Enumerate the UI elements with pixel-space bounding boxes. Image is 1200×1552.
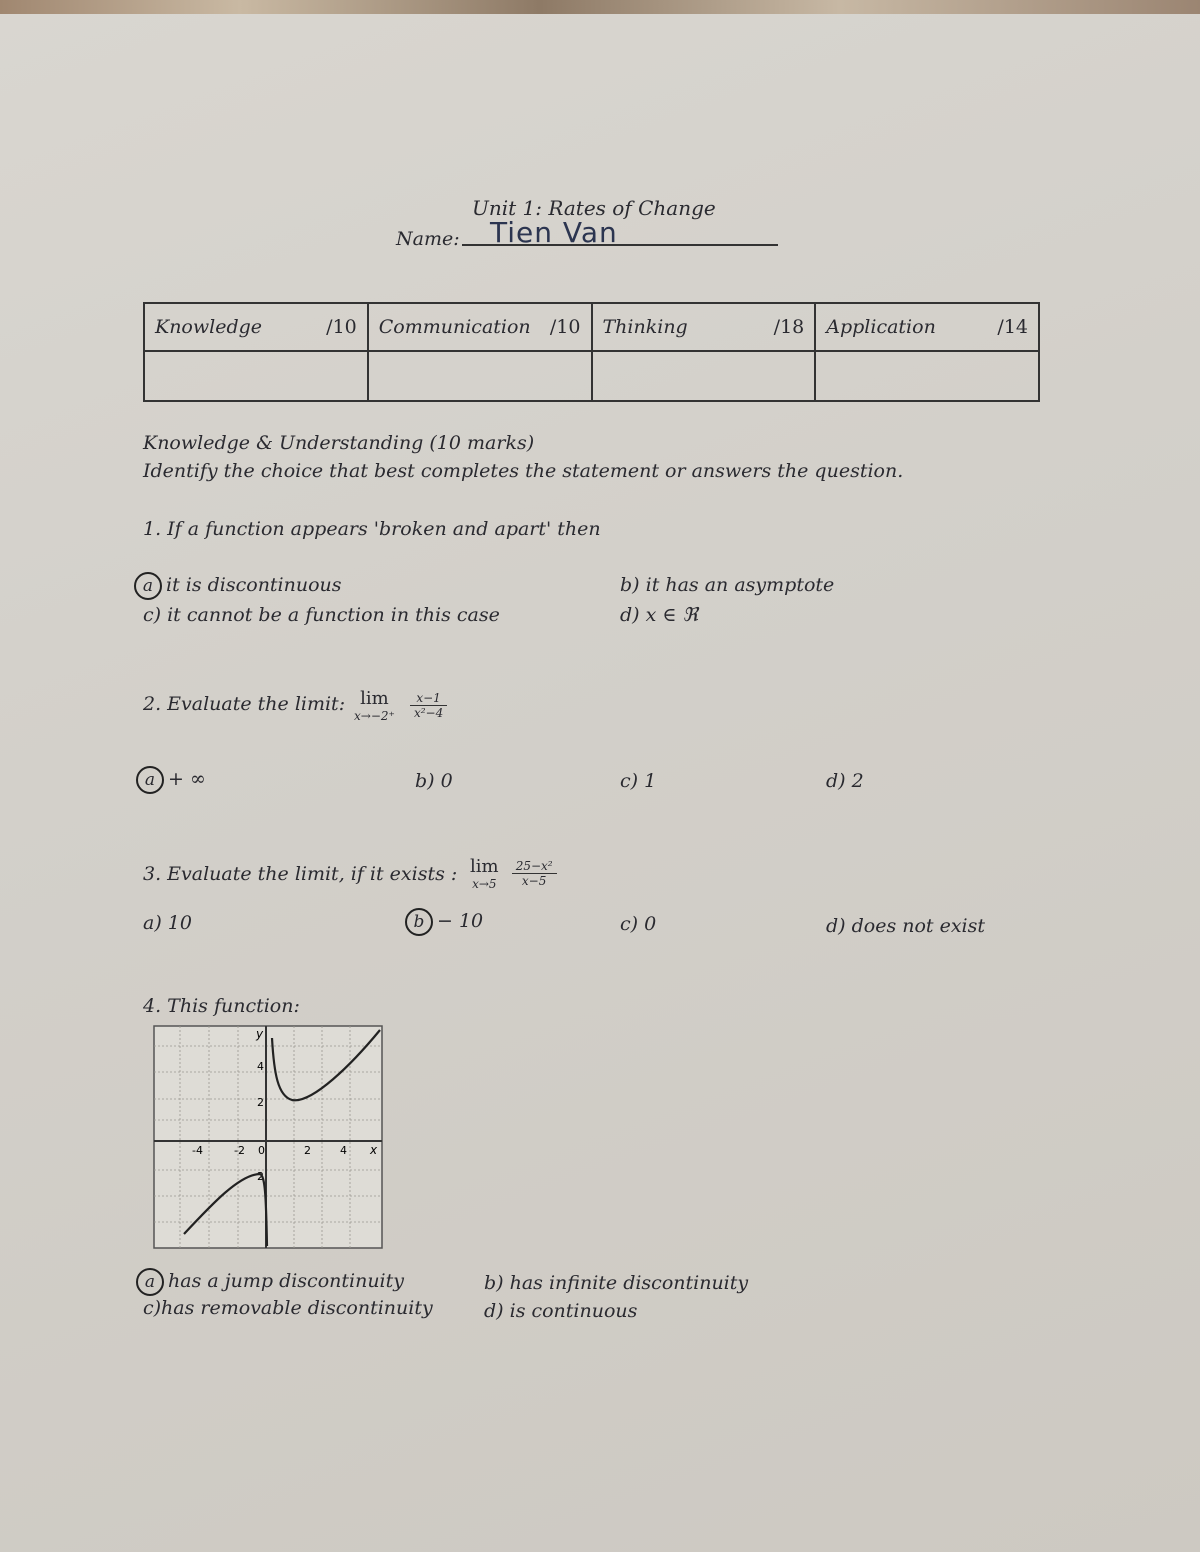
communication-total: /10	[549, 316, 581, 338]
background-table-edge	[0, 0, 1200, 14]
graph-frame	[154, 1026, 382, 1248]
application-label: Application	[826, 316, 936, 338]
q2-option-a	[136, 766, 206, 794]
graph-x-tick-4: 4	[340, 1144, 347, 1157]
graph-x-tick-0: 0	[258, 1144, 265, 1157]
graph-x-label: x	[370, 1143, 378, 1157]
section-title: Knowledge & Understanding (10 marks)	[143, 432, 535, 454]
q2-text: 2. Evaluate the limit:	[143, 693, 346, 715]
communication-label: Communication	[378, 316, 531, 338]
q1-option-a-text: it is discontinuous	[166, 574, 342, 596]
q3-denominator: x−5	[521, 874, 547, 888]
application-header-cell	[815, 303, 1039, 351]
thinking-header-cell	[592, 303, 816, 351]
q1-circled-answer: a	[134, 572, 162, 600]
application-total: /14	[997, 316, 1028, 338]
q2-lim	[354, 688, 395, 723]
q3-circled-answer: b	[405, 908, 433, 936]
communication-header-cell	[368, 303, 592, 351]
q1-option-c: c) it cannot be a function in this case	[143, 604, 500, 626]
q4-circled-answer: a	[136, 1268, 164, 1296]
q4-option-b: b) has infinite discontinuity	[484, 1272, 749, 1294]
graph-y-tick-neg2: 2	[257, 1170, 264, 1183]
q4-option-c: c)has removable discontinuity	[143, 1297, 433, 1319]
q4-text: 4. This function:	[143, 995, 300, 1017]
q2-option-a-text: + ∞	[168, 768, 206, 790]
application-score-cell	[815, 351, 1039, 401]
graph-y-tick-4: 4	[257, 1060, 264, 1073]
q3-text: 3. Evaluate the limit, if it exists :	[143, 863, 458, 885]
graph-x-tick-neg2: -2	[234, 1144, 245, 1157]
q2-option-c: c) 1	[620, 770, 657, 792]
graph-x-tick-2: 2	[304, 1144, 311, 1157]
q2-option-d: d) 2	[826, 770, 864, 792]
thinking-score-cell	[592, 351, 816, 401]
q3-fraction	[512, 859, 557, 888]
graph-x-tick-neg4: -4	[192, 1144, 203, 1157]
marks-table	[143, 302, 1040, 402]
q3-limit-expression	[470, 856, 557, 891]
q2-numerator: x−1	[410, 691, 447, 706]
communication-score-cell	[368, 351, 592, 401]
name-label: Name:	[396, 228, 460, 250]
q3-option-b	[405, 908, 483, 936]
section-instruction: Identify the choice that best completes the statement or answers the question.	[143, 460, 904, 482]
knowledge-label: Knowledge	[155, 316, 263, 338]
knowledge-total: /10	[326, 316, 357, 338]
q2-fraction	[410, 691, 447, 720]
q3-lim	[470, 856, 499, 891]
q1-option-d: d) x ∈ ℜ	[620, 604, 698, 626]
graph-y-tick-2: 2	[257, 1096, 264, 1109]
q4-option-a	[136, 1268, 404, 1296]
thinking-total: /18	[773, 316, 805, 338]
knowledge-score-cell	[144, 351, 368, 401]
q3-option-d: d) does not exist	[826, 915, 986, 937]
q1-text: 1. If a function appears 'broken and apart' then	[143, 518, 601, 540]
q4-function-graph	[152, 1024, 386, 1254]
graph-y-label: y	[256, 1027, 264, 1041]
q2-lim-subscript: x→−2⁺	[354, 709, 395, 723]
q1-option-a	[134, 572, 342, 600]
q2-limit-expression	[354, 688, 447, 723]
q3-option-c: c) 0	[620, 913, 657, 935]
q2-denominator: x²−4	[413, 706, 444, 720]
q2-option-b: b) 0	[415, 770, 453, 792]
q3-lim-subscript: x→5	[472, 877, 497, 891]
q3-numerator: 25−x²	[512, 859, 557, 874]
q4-option-d: d) is continuous	[484, 1300, 638, 1322]
q3-option-b-text: − 10	[437, 910, 484, 932]
name-handwritten: Tien Van	[490, 216, 618, 249]
q3-option-a: a) 10	[143, 912, 192, 934]
thinking-label: Thinking	[602, 316, 688, 338]
q2-circled-answer: a	[136, 766, 164, 794]
q4-option-a-text: has a jump discontinuity	[168, 1270, 405, 1292]
q1-option-b: b) it has an asymptote	[620, 574, 835, 596]
q3-lim-word: lim	[470, 856, 499, 877]
page-title: Unit 1: Rates of Change	[472, 196, 716, 220]
knowledge-header-cell	[144, 303, 368, 351]
q2-lim-word: lim	[360, 688, 389, 709]
